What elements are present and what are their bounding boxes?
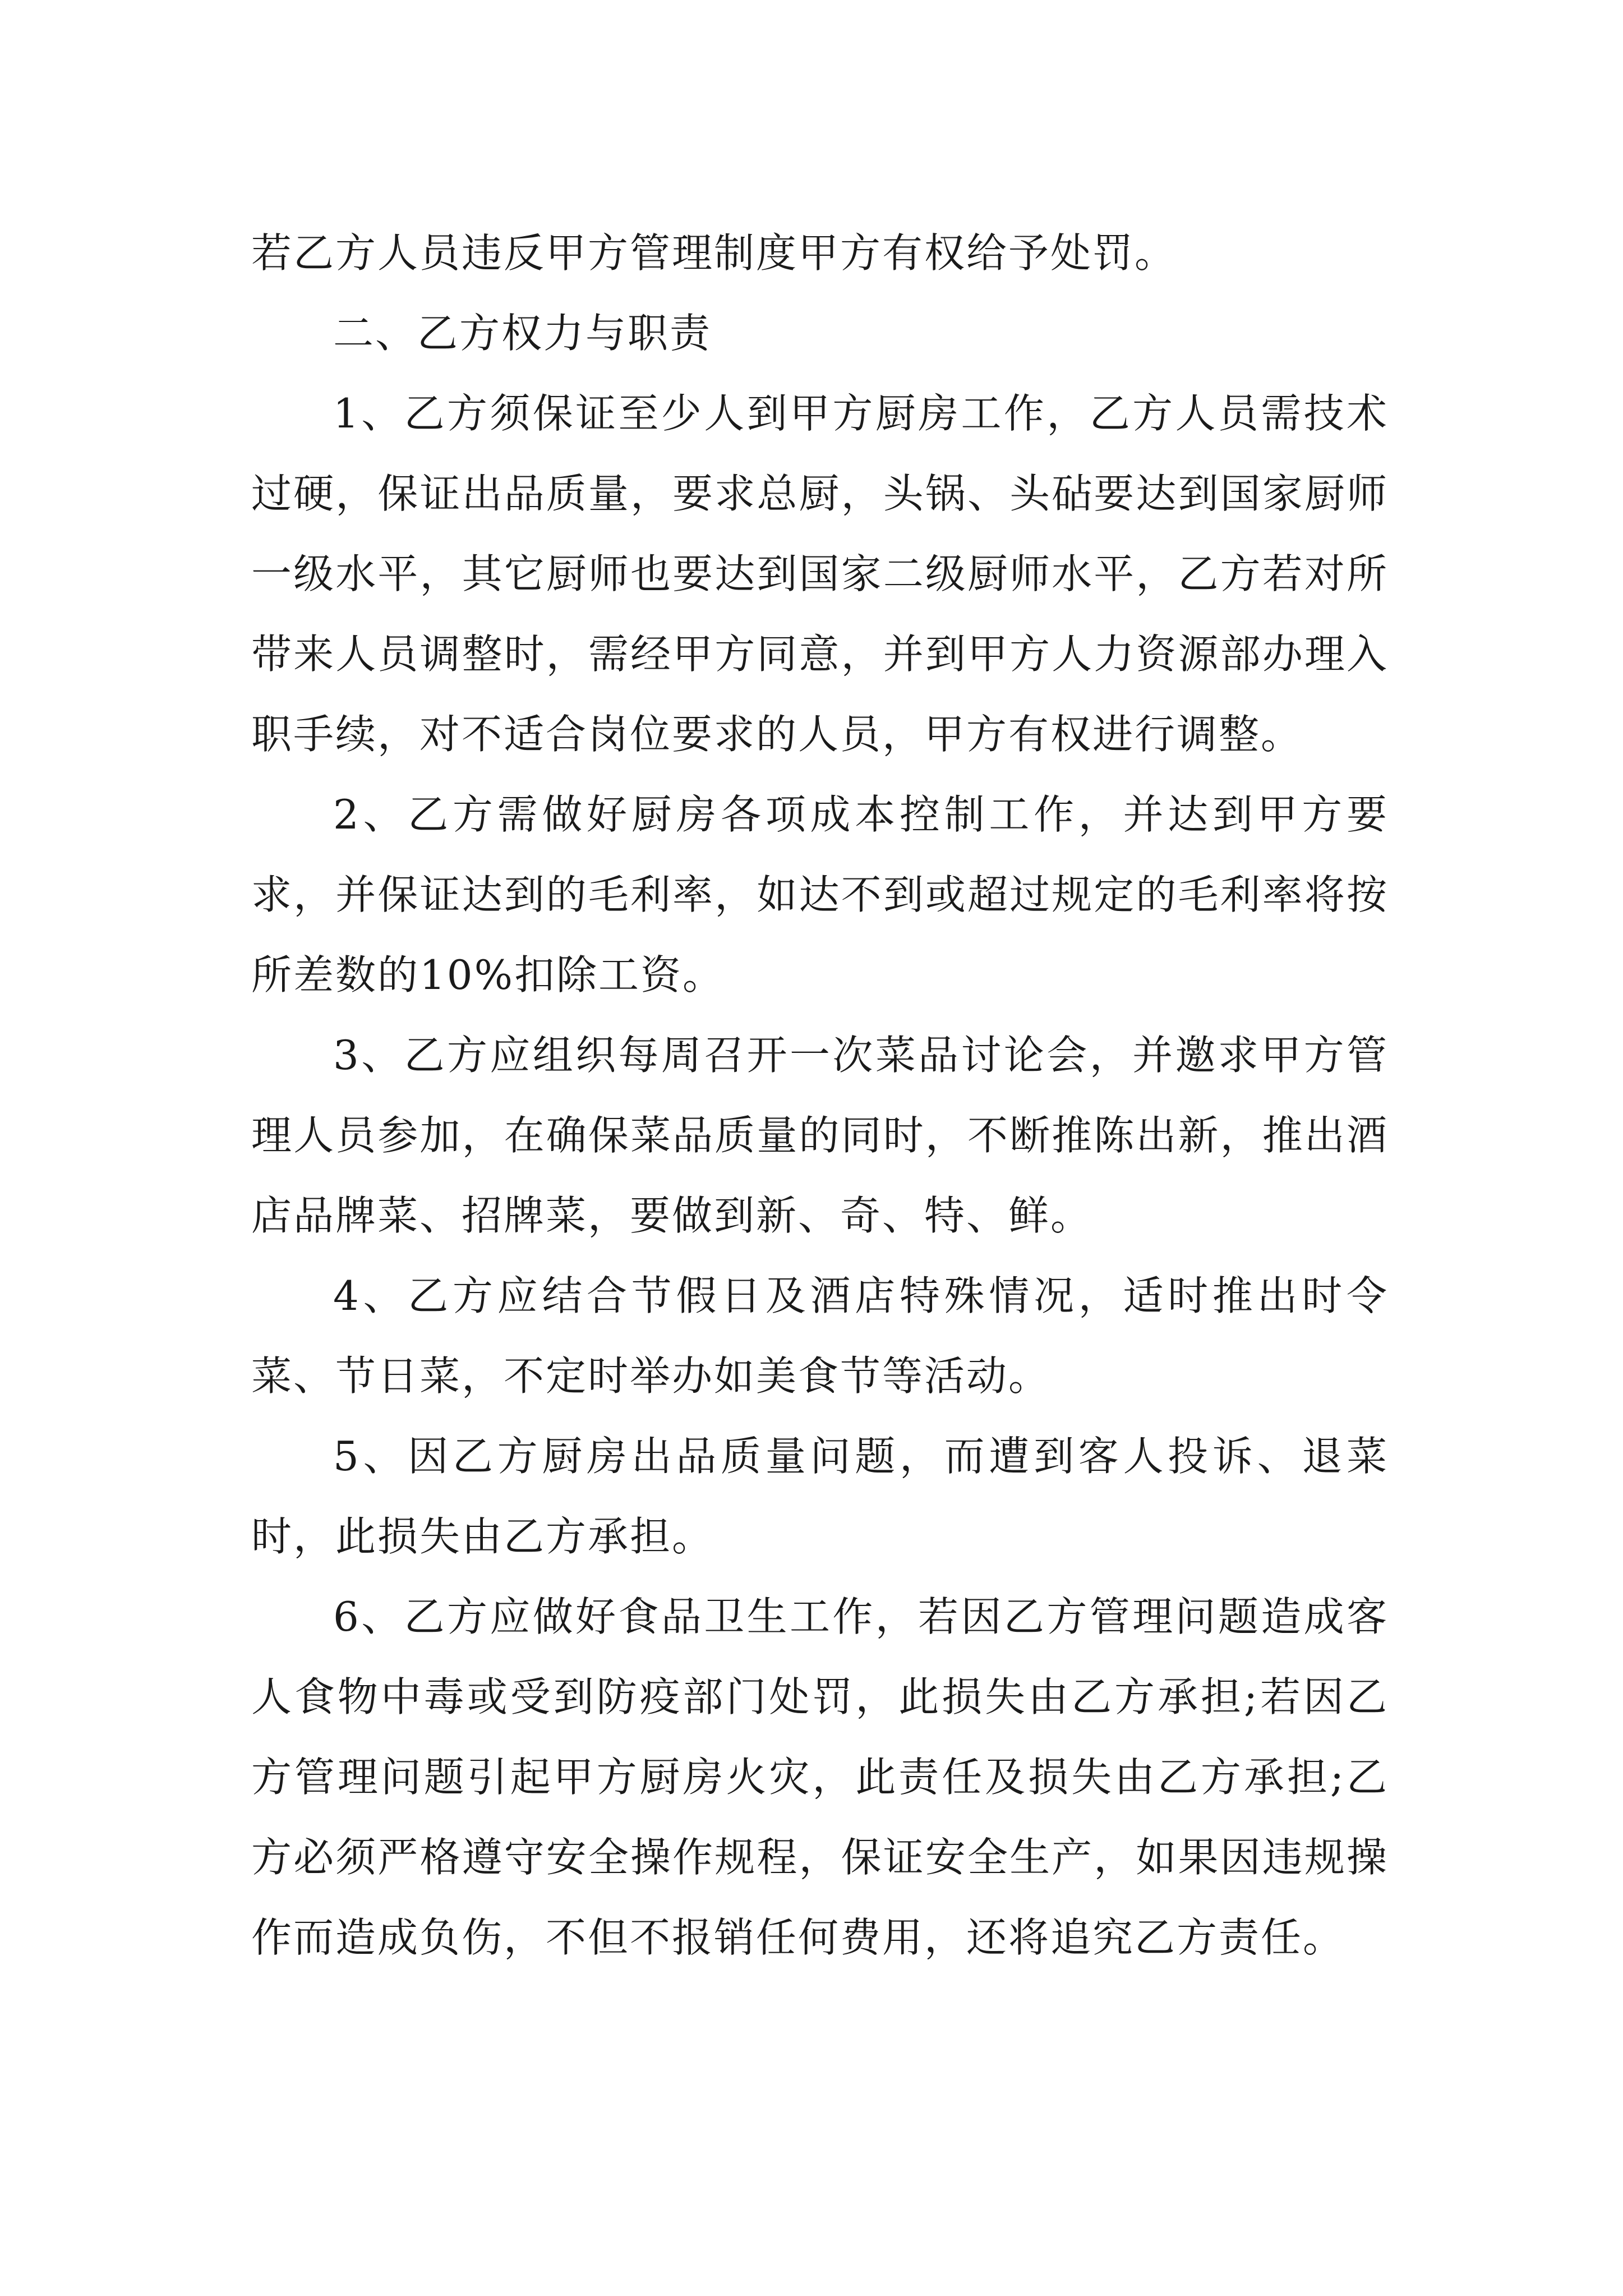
clause-1-staffing: 1、乙方须保证至少人到甲方厨房工作，乙方人员需技术过硬，保证出品质量，要求总厨，头锅、头砧要达到国家厨师一级水平，其它厨师也要达到国家二级厨师水平，乙方若对所带来人员调整时，需经甲方同意，并到甲方人力资源部办理入职手续，对不适合岗位要求的人员，甲方有权进行调整。	[251, 390, 1389, 758]
section-heading-rights-duties: 二、乙方权力与职责	[333, 310, 712, 357]
clause-2-cost-control: 2、乙方需做好厨房各项成本控制工作，并达到甲方要求，并保证达到的毛利率，如达不到或超过规定的毛利率将按所差数的10%扣除工资。	[251, 791, 1389, 999]
paragraph-penalty-continuation: 若乙方人员违反甲方管理制度甲方有权给予处罚。	[251, 229, 1177, 277]
clause-3-menu-meeting: 3、乙方应组织每周召开一次菜品讨论会，并邀求甲方管理人员参加，在确保菜品质量的同时，不断推陈出新，推出酒店品牌菜、招牌菜，要做到新、奇、特、鲜。	[251, 1032, 1389, 1239]
document-page	[251, 213, 1389, 1978]
clause-5-complaints: 5、因乙方厨房出品质量问题，而遭到客人投诉、退菜时，此损失由乙方承担。	[251, 1433, 1389, 1560]
clause-6-hygiene-safety: 6、乙方应做好食品卫生工作，若因乙方管理问题造成客人食物中毒或受到防疫部门处罚，此损失由乙方承担;若因乙方管理问题引起甲方厨房火灾，此责任及损失由乙方承担;乙方必须严格遵守安全操作规程，保证安全生产，如果因违规操作而造成负伤，不但不报销任何费用，还将追究乙方责任。	[251, 1593, 1389, 1961]
clause-4-seasonal-dishes: 4、乙方应结合节假日及酒店特殊情况，适时推出时令菜、节日菜，不定时举办如美食节等活动。	[251, 1272, 1389, 1400]
